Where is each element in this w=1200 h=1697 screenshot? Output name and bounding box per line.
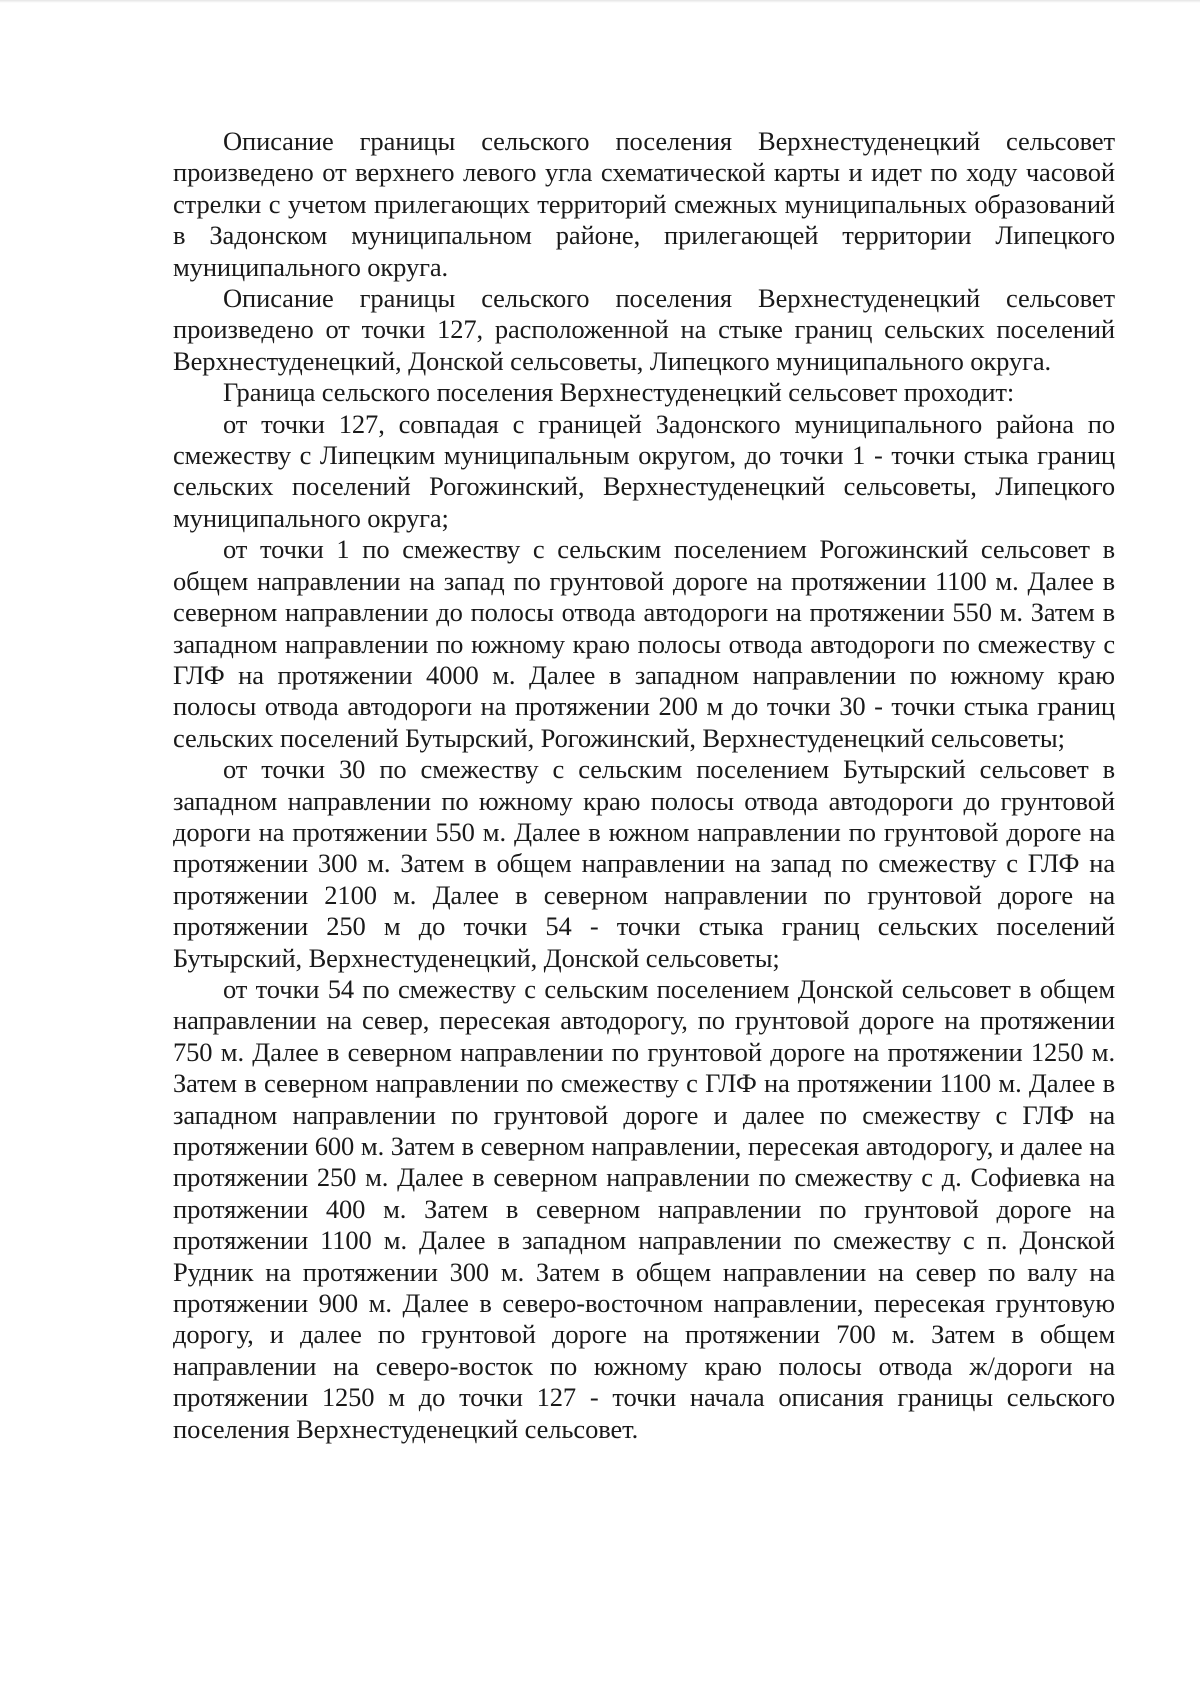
paragraph-start-point: Описание границы сельского поселения Верхнестуденецкий сельсовет произведено от точки 127, расположенной на стыке границ сельских поселений Верхнестуденецкий, Донской сельсоветы, Липецкого муниципального округа. [173,283,1115,376]
paragraph-segment-30-to-54: от точки 30 по смежеству с сельским поселением Бутырский сельсовет в западном направлении по южному краю полосы отвода автодороги до грунтовой дороги на протяжении 550 м. Далее в южном направлении по грунтовой дороге на протяжении 300 м. Затем в общем направлении на запад по смежеству с ГЛФ на протяжении 2100 м. Далее в северном направлении по грунтовой дороге на протяжении 250 м до точки 54 - точки стыка границ сельских поселений Бутырский, Верхнестуденецкий, Донской сельсоветы; [173,754,1115,973]
paragraph-intro: Описание границы сельского поселения Верхнестуденецкий сельсовет произведено от верхнего левого угла схематической карты и идет по ходу часовой стрелки с учетом прилегающих территорий смежных муниципальных образований в Задонском муниципальном районе, прилегающей территории Липецкого муниципального округа. [173,126,1115,282]
paragraph-segment-54-to-127: от точки 54 по смежеству с сельским поселением Донской сельсовет в общем направлении на север, пересекая автодорогу, по грунтовой дороге на протяжении 750 м. Далее в северном направлении по грунтовой дороге на протяжении 1250 м. Затем в северном направлении по смежеству с ГЛФ на протяжении 1100 м. Далее в западном направлении по грунтовой дороге и далее по смежеству с ГЛФ на протяжении 600 м. Затем в северном направлении, пересекая автодорогу, и далее на протяжении 250 м. Далее в северном направлении по смежеству с д. Софиевка на протяжении 400 м. Затем в северном направлении по грунтовой дороге на протяжении 1100 м. Далее в западном направлении по смежеству с п. Донской Рудник на протяжении 300 м. Затем в общем направлении на север по валу на протяжении 900 м. Далее в северо-восточном направлении, пересекая грунтовую дорогу, и далее по грунтовой дороге на протяжении 700 м. Затем в общем направлении на северо-восток по южному краю полосы отвода ж/дороги на протяжении 1250 м до точки 127 - точки начала описания границы сельского поселения Верхнестуденецкий сельсовет. [173,973,1115,1444]
boundary-description-text [173,126,1115,1445]
paragraph-segment-1-to-30: от точки 1 по смежеству с сельским поселением Рогожинский сельсовет в общем направлении на запад по грунтовой дороге на протяжении 1100 м. Далее в северном направлении до полосы отвода автодороги на протяжении 550 м. Затем в западном направлении по южному краю полосы отвода автодороги по смежеству с ГЛФ на протяжении 4000 м. Далее в западном направлении по южному краю полосы отвода автодороги на протяжении 200 м до точки 30 - точки стыка границ сельских поселений Бутырский, Рогожинский, Верхнестуденецкий сельсоветы; [173,534,1115,753]
paragraph-segment-127-to-1: от точки 127, совпадая с границей Задонского муниципального района по смежеству с Липецким муниципальным округом, до точки 1 - точки стыка границ сельских поселений Рогожинский, Верхнестуденецкий сельсоветы, Липецкого муниципального округа; [173,408,1115,533]
paragraph-boundary-heading: Граница сельского поселения Верхнестуденецкий сельсовет проходит: [223,377,1015,408]
scan-edge-divider [0,0,1200,3]
